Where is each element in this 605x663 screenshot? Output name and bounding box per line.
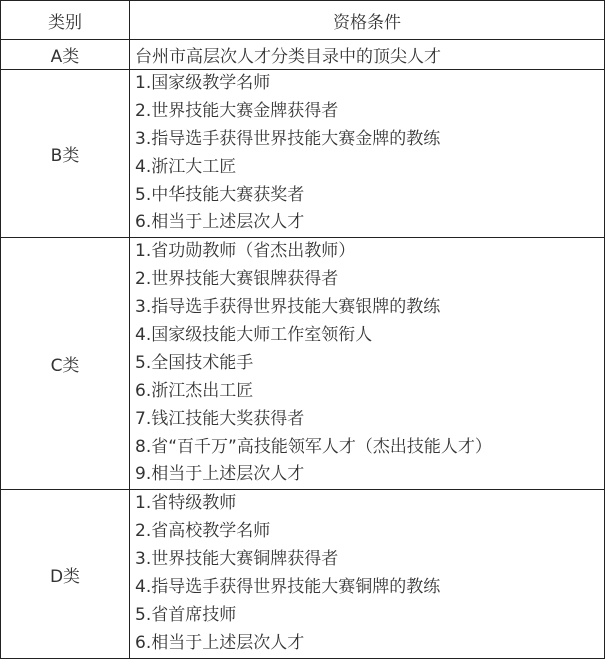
requirement-item: 6.相当于上述层次人才 <box>135 212 305 233</box>
header-row <box>1 1 605 40</box>
requirement-cell <box>130 238 605 490</box>
requirement-item: 6.相当于上述层次人才 <box>135 632 305 653</box>
requirement-item: 4.国家级技能大师工作室领衔人 <box>135 325 373 346</box>
requirement-item: 2.省高校教学名师 <box>135 521 271 542</box>
header-requirement: 资格条件 <box>130 1 605 40</box>
requirement-item: 4.浙江大工匠 <box>135 156 237 177</box>
requirement-item: 2.世界技能大赛金牌获得者 <box>135 100 339 121</box>
requirement-item: 7.钱江技能大奖获得者 <box>135 408 305 429</box>
requirement-item: 3.指导选手获得世界技能大赛银牌的教练 <box>135 297 441 318</box>
requirement-item: 2.世界技能大赛银牌获得者 <box>135 269 339 290</box>
requirement-cell <box>130 490 605 658</box>
requirement-item: 5.中华技能大赛获奖者 <box>135 184 305 205</box>
category-cell: A类 <box>1 40 130 70</box>
requirement-item: 3.世界技能大赛铜牌获得者 <box>135 549 339 570</box>
requirement-item: 6.浙江杰出工匠 <box>135 380 254 401</box>
table-row <box>1 70 605 238</box>
requirement-item: 9.相当于上述层次人才 <box>135 464 305 485</box>
requirement-item: 4.指导选手获得世界技能大赛铜牌的教练 <box>135 577 441 598</box>
requirement-item: 1.国家级教学名师 <box>135 73 271 93</box>
category-cell: C类 <box>1 238 130 490</box>
requirement-item: 5.省首席技师 <box>135 604 237 625</box>
category-cell: D类 <box>1 490 130 658</box>
table-row <box>1 490 605 658</box>
table-row <box>1 238 605 490</box>
requirement-item: 5.全国技术能手 <box>135 352 254 373</box>
header-category: 类别 <box>1 1 130 40</box>
requirement-cell <box>130 70 605 238</box>
table-row <box>1 40 605 70</box>
category-cell: B类 <box>1 70 130 238</box>
requirement-cell: 台州市高层次人才分类目录中的顶尖人才 <box>130 40 605 70</box>
requirement-item: 8.省“百千万”高技能领军人才（杰出技能人才） <box>135 436 492 457</box>
requirement-item: 1.省功勋教师（省杰出教师） <box>135 241 356 262</box>
requirement-item: 3.指导选手获得世界技能大赛金牌的教练 <box>135 128 441 149</box>
requirement-item: 1.省特级教师 <box>135 493 237 514</box>
